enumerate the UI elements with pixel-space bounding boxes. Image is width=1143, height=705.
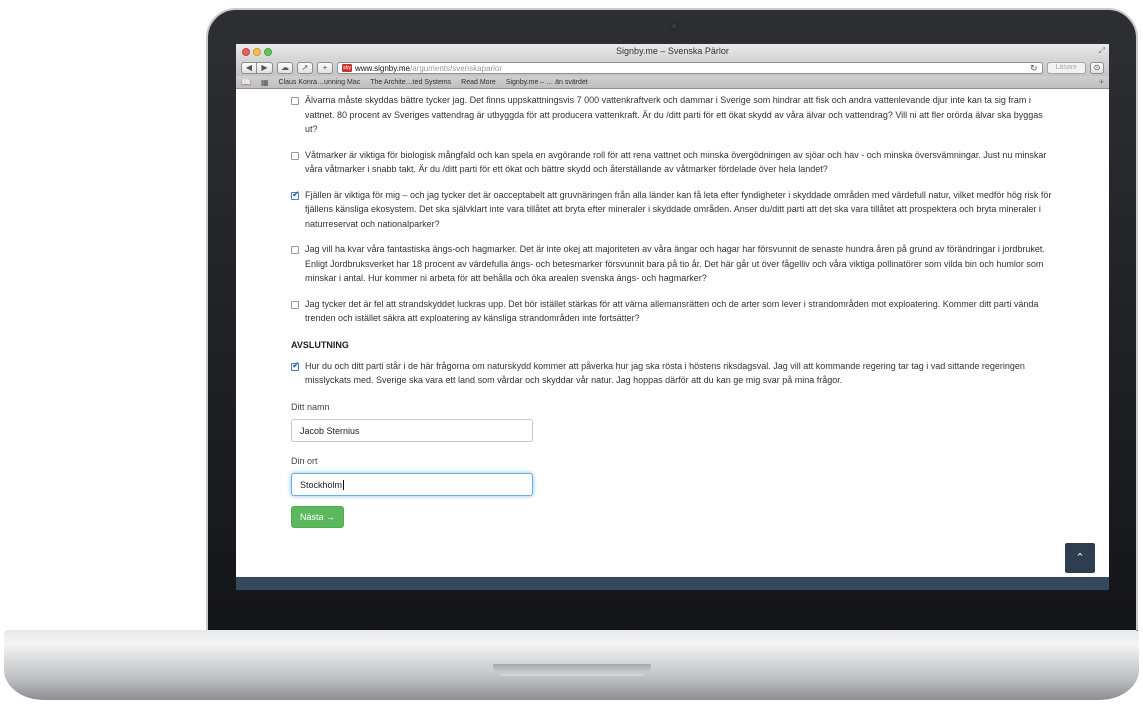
downloads-icon[interactable]: ⊙	[1090, 62, 1104, 74]
forward-button[interactable]: ▶	[257, 62, 273, 74]
section-title: AVSLUTNING	[291, 339, 349, 350]
reading-list-icon[interactable]: 📖	[241, 77, 251, 87]
bookmark-item[interactable]: Signby.me – … än svärdet	[505, 78, 588, 86]
question-text: Jag vill ha kvar våra fantastiska ängs-och hagmarker. Det är inte okej att majoriteten av våra ängar och hagar har försvunnit de senaste hundra åren på grund av förändringar i jordbruket. Enligt Jordbruksverket har 18 procent av värdefulla ängs- och betesmarker försvunnit bara på tio år. Det här går ut över fågelliv och våra viktiga pollinatörer som vilda bin och humlor som minskar i antal. Hur kommer ni arbeta för att behålla och öka arealen svenska ängs- och hagmarker?	[305, 244, 1045, 283]
page-content	[236, 89, 1109, 590]
question-item	[291, 242, 1109, 286]
url-domain: www.signby.me	[355, 63, 410, 73]
question-item	[291, 188, 1109, 232]
nav-buttons	[241, 62, 273, 74]
bookmarks-bar	[236, 76, 1109, 89]
question-item	[291, 93, 1109, 137]
site-favicon: sby	[343, 65, 351, 71]
name-field[interactable]: Jacob Sternius	[291, 419, 533, 442]
text-caret	[343, 480, 344, 490]
add-bookmark-icon[interactable]: +	[1098, 77, 1104, 87]
page-footer	[236, 577, 1109, 590]
question-item	[291, 148, 1109, 177]
browser-window	[236, 44, 1109, 590]
reload-icon[interactable]: ↻	[1030, 62, 1038, 73]
laptop-notch	[493, 664, 651, 676]
back-button[interactable]: ◀	[241, 62, 257, 74]
city-value: Stockholm	[300, 479, 343, 490]
closing-checkbox[interactable]	[291, 363, 299, 371]
question-checkbox[interactable]	[291, 192, 299, 200]
url-path: /arguments/svenskaparlor	[409, 63, 503, 73]
window-title: Signby.me – Svenska Pärlor	[616, 46, 729, 56]
question-text: Fjällen är viktiga för mig – och jag tycker det är oacceptabelt att gruvnäringen från alla länder kan få leta efter fyndigheter i skyddade områden med värdefull natur, vilket medför hög risk för fjällens känsliga ekosystem. Det ska självklart inte vara tillåtet att bryta efter mineraler i skyddade områden. Anser du/ditt parti att det ska vara tillåtet att prospektera och bryta mineraler i naturreservat och nationalparker?	[305, 189, 1052, 229]
camera-icon	[670, 22, 678, 30]
name-label: Ditt namn	[291, 401, 330, 412]
question-item	[291, 297, 1109, 326]
question-checkbox[interactable]	[291, 152, 299, 160]
browser-toolbar	[236, 60, 1109, 76]
question-checkbox[interactable]	[291, 246, 299, 254]
city-field[interactable]	[291, 473, 533, 496]
icloud-tabs-icon[interactable]: ☁	[277, 62, 293, 74]
fullscreen-icon[interactable]: ⤢	[1098, 46, 1105, 55]
reader-button[interactable]: Läsare	[1047, 62, 1086, 74]
question-text: Våtmarker är viktiga för biologisk mångfald och kan spela en avgörande roll för att rena vattnet och minska övergödningen av sjöar och hav - och minska översvämningar. Just nu minskar våra våtmarker i snabb takt. Är du /ditt parti för ett ökat och bättre skydd och återställande av våtmarker fördelade över hela landet?	[305, 149, 1047, 174]
next-button[interactable]: Nästa →	[291, 506, 344, 528]
bookmark-item[interactable]: The Archite…ted Systems	[370, 78, 452, 86]
chevron-up-icon: ⌃	[1075, 552, 1085, 564]
question-text: Jag tycker det är fel att strandskyddet luckras upp. Det bör istället stärkas för att värna allemansrätten och de arter som lever i strandområden mot exploatering. Kommer ditt parti vända trenden och istället säkra att exploatering av känsliga strandområden inte fortsätter?	[305, 298, 1039, 323]
bookmark-item[interactable]: Claus Konra…unning Mac	[278, 78, 361, 86]
question-checkbox[interactable]	[291, 97, 299, 105]
title-bar	[236, 44, 1109, 60]
city-label: Din ort	[291, 455, 318, 466]
new-tab-button[interactable]: +	[317, 62, 333, 74]
question-checkbox[interactable]	[291, 301, 299, 309]
address-bar[interactable]	[337, 62, 1043, 74]
question-list	[291, 89, 1109, 326]
top-sites-icon[interactable]: ▦	[260, 77, 269, 87]
closing-statement	[291, 359, 1109, 388]
closing-text: Hur du och ditt parti står i de här frågorna om naturskydd kommer att påverka hur jag ska rösta i höstens riksdagsval. Jag vill att kommande regering tar tag i vad sittande regeringen misslyckats med. Sverige ska vara ett land som vårdar och skyddar vår natur. Jag hoppas därför att du kan ge mig svar på mina frågor.	[305, 360, 1025, 385]
bookmark-item[interactable]: Read More	[461, 78, 496, 86]
scroll-to-top-button[interactable]	[1065, 543, 1095, 573]
question-text: Älvarna måste skyddas bättre tycker jag. Det finns uppskattningsvis 7 000 vattenkraftverk och dammar i Sverige som hindrar att fisk och andra vattenlevande djur inte kan ta sig fram i vattnet. 80 procent av Sveriges vattendrag är utbyggda för att producera vattenkraft. Är du /ditt parti för ett ökat skydd av våra älvar och vattendrag? Vill ni att fler orörda älvar ska byggas ut?	[305, 95, 1043, 134]
share-icon[interactable]: ↗	[297, 62, 313, 74]
